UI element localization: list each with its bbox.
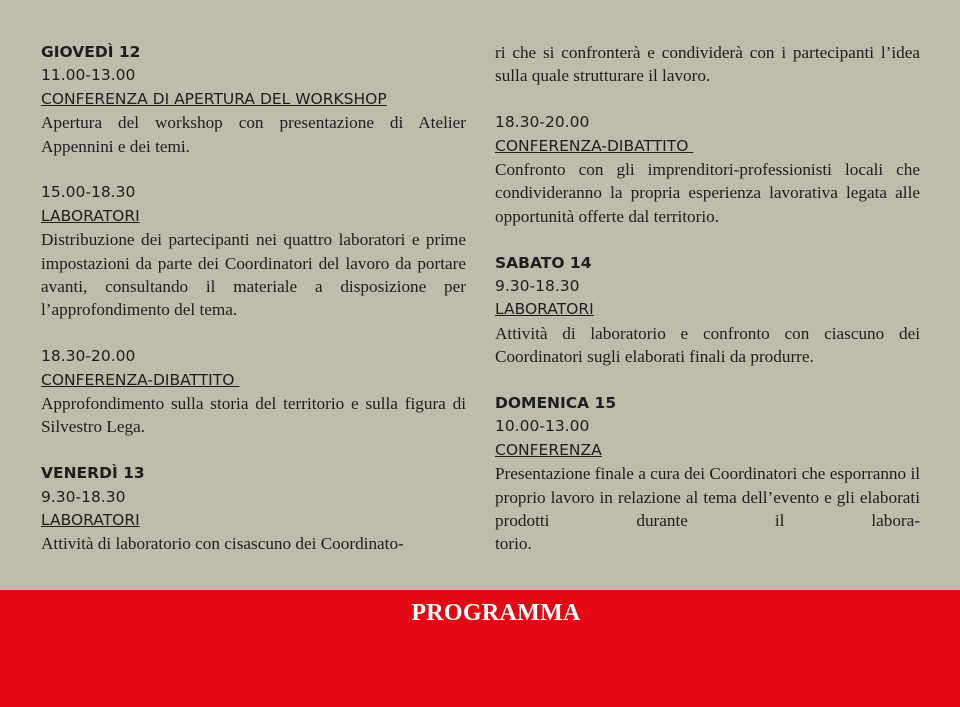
session-time: 18.30-20.00 (495, 113, 590, 132)
session-description: Attività di laboratorio e confronto con ciascuno dei Coordinatori sugli elaborati finali da produrre. (495, 323, 920, 367)
session-description: Distribuzione dei partecipanti nei quattro laboratori e prime impostazioni da parte dei Coordinatori del lavoro da portare avanti, consultando il materiale a disposizione per l’approfondimento del tema. (41, 230, 466, 320)
session-type: CONFERENZA-DIBATTITO (495, 136, 694, 155)
spacer (41, 439, 466, 462)
spacer (495, 88, 920, 111)
session-description-end: torio. (495, 534, 532, 554)
session-time: 15.00-18.30 (41, 183, 136, 202)
session-description: Presentazione finale a cura dei Coordinatori che esporranno il proprio lavoro in relazione al tema dell’evento e gli elaborati prodotti durante il labora- (495, 464, 920, 531)
spacer (495, 228, 920, 251)
day-heading-friday: VENERDÌ 13 (41, 464, 145, 483)
session-type: LABORATORI (41, 206, 140, 225)
session-type: CONFERENZA (495, 440, 602, 459)
program-column-left (41, 41, 466, 556)
day-heading-saturday: SABATO 14 (495, 253, 592, 272)
session-description: Apertura del workshop con presentazione di Atelier Appennini e dei temi. (41, 113, 466, 156)
session-time: 9.30-18.30 (495, 277, 580, 296)
session-time: 9.30-18.30 (41, 487, 126, 506)
session-time: 10.00-13.00 (495, 417, 590, 436)
program-column-right (495, 41, 920, 556)
day-heading-thursday: GIOVEDÌ 12 (41, 43, 141, 61)
session-type: LABORATORI (41, 511, 140, 530)
session-description-continued: ri che si confronterà e condividerà con i partecipanti l’idea sulla quale strutturare il lavoro. (495, 43, 920, 86)
session-type: CONFERENZA-DIBATTITO (41, 370, 240, 389)
spacer (41, 158, 466, 181)
session-time: 11.00-13.00 (41, 66, 136, 85)
session-type: LABORATORI (495, 300, 594, 319)
session-description: Attività di laboratorio con cisascuno dei Coordinato- (41, 534, 404, 554)
spacer (41, 322, 466, 345)
session-description: Approfondimento sulla storia del territorio e sulla figura di Silvestro Lega. (41, 394, 466, 437)
session-description: Confronto con gli imprenditori-professionisti locali che condivideranno la propria esperienza lavorativa legata alle opportunità offerte dal territorio. (495, 160, 920, 226)
session-time: 18.30-20.00 (41, 347, 136, 366)
spacer (495, 369, 920, 392)
session-type: CONFERENZA DI APERTURA DEL WORKSHOP (41, 89, 387, 108)
day-heading-sunday: DOMENICA 15 (495, 394, 617, 413)
banner-title: PROGRAMMA (411, 600, 581, 626)
